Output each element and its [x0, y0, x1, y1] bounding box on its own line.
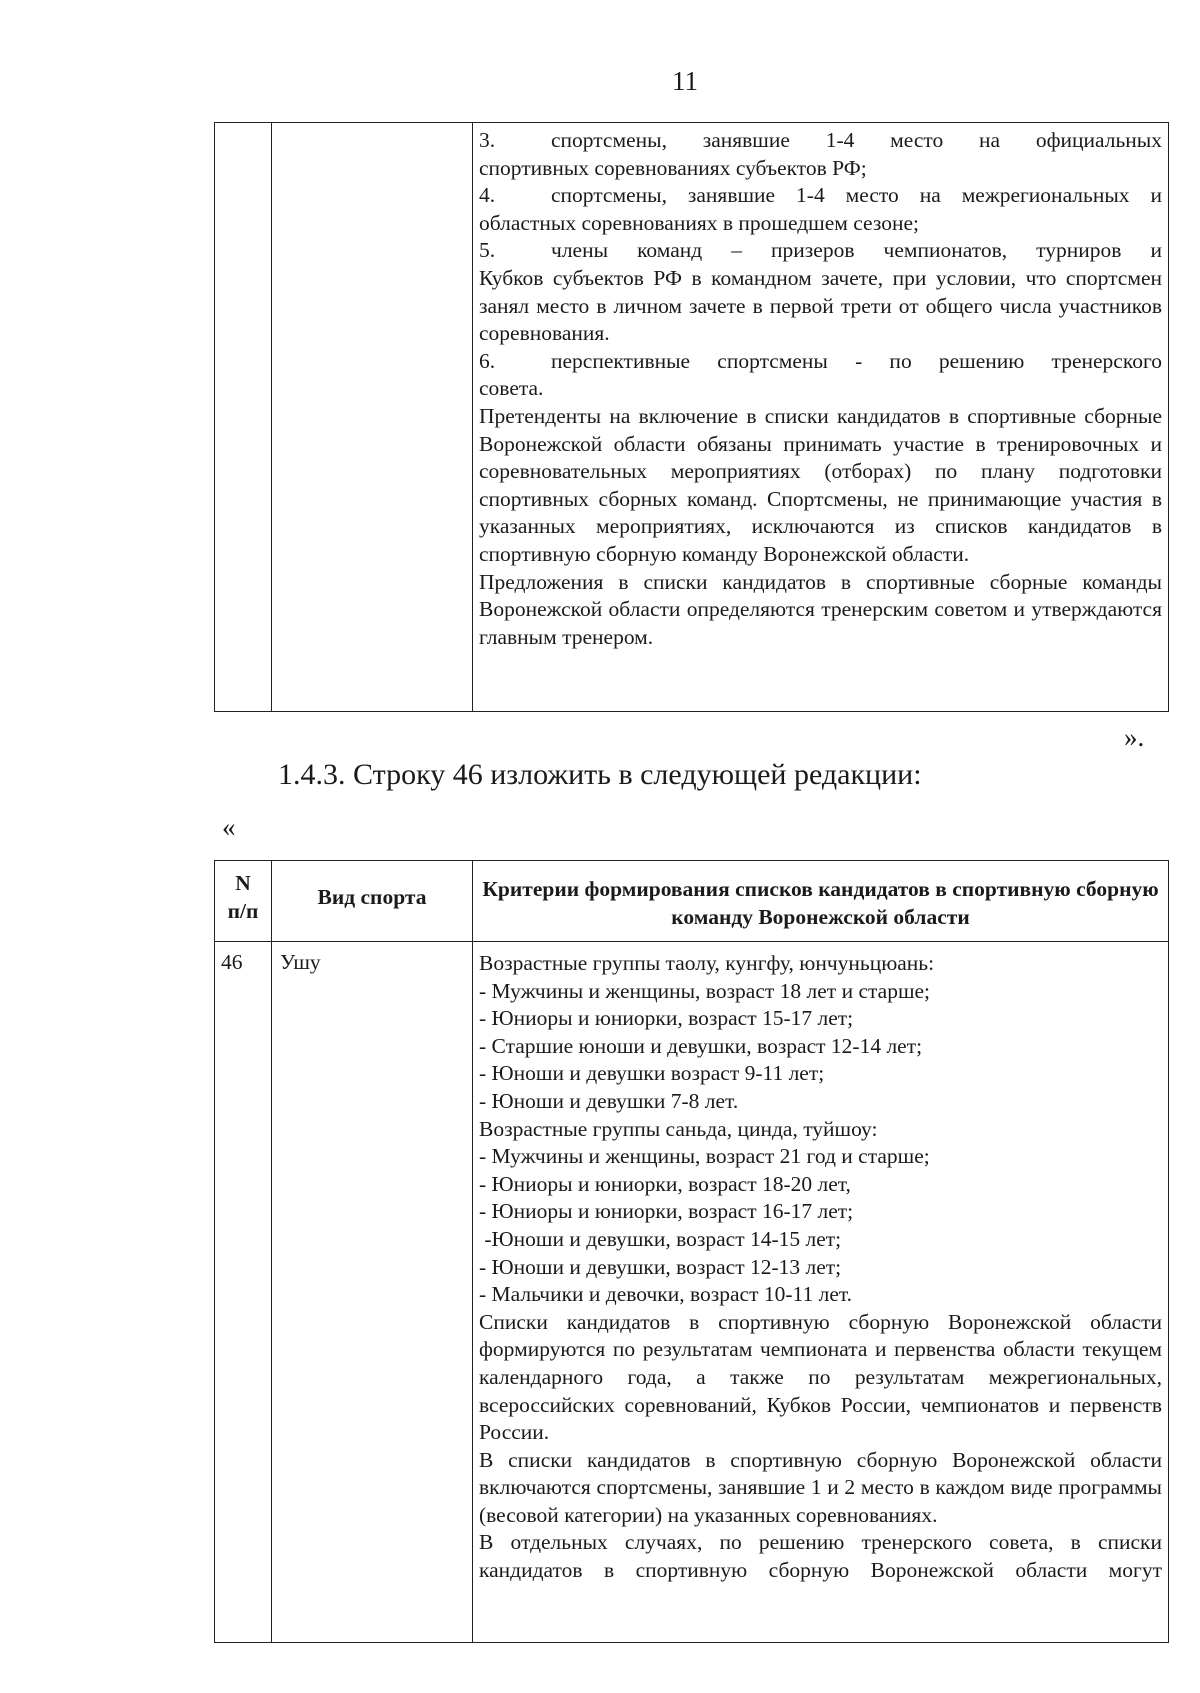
- table-row: [215, 942, 1169, 1643]
- sport-name: Ушу: [280, 950, 321, 974]
- list-item: - Юноши и девушки возраст 9-11 лет;: [479, 1061, 825, 1086]
- row-number: 46: [221, 950, 243, 974]
- list-item: - Старшие юноши и девушки, возраст 12-14 лет;: [479, 1033, 923, 1058]
- header-number-line1: N: [235, 871, 251, 895]
- list-item: - Юноши и девушки, возраст 12-13 лет;: [479, 1254, 842, 1279]
- list-item: - Юноши и девушки 7-8 лет.: [479, 1088, 739, 1113]
- header-sport: [272, 861, 473, 942]
- list-item: - Мужчины и женщины, возраст 18 лет и старше;: [479, 978, 931, 1003]
- list-item: [479, 127, 1162, 182]
- criteria-table-continued: [214, 122, 1169, 712]
- item-text: спортсмены, занявшие 1-4 место на официальных: [551, 128, 1162, 152]
- list-item: - Мужчины и женщины, возраст 21 год и старше;: [479, 1144, 930, 1169]
- list-item: [479, 237, 1162, 347]
- closing-quote: ».: [1124, 722, 1145, 752]
- paragraph-line: кандидатов в спортивную сборную Воронежской области могут: [479, 1558, 1162, 1583]
- number-cell: [215, 123, 272, 712]
- group-title: Возрастные группы таолу, кунгфу, юнчуньцюань:: [479, 951, 935, 975]
- group-title: Возрастные группы саньда, цинда, туйшоу:: [479, 1116, 878, 1141]
- item-number: 6.: [479, 348, 496, 373]
- sport-cell: [272, 123, 473, 712]
- opening-quote: «: [222, 812, 236, 842]
- section-heading: 1.4.3. Строку 46 изложить в следующей редакции:: [278, 758, 922, 791]
- paragraph: Предложения в списки кандидатов в спортивные сборные команды Воронежской области определяются тренерским советом и утверждаются главным тренером.: [479, 569, 1162, 649]
- paragraph: Претенденты на включение в списки кандидатов в спортивные сборные Воронежской области обязаны принимать участие в тренировочных и соревновательных мероприятиях (отборах) по плану подготовки спортивных сборных команд. Спортсмены, не принимающие участия в указанных мероприятиях, исключаются из списков кандидатов в спортивную сборную команду Воронежской области.: [479, 403, 1162, 566]
- header-number: [215, 861, 272, 942]
- paragraph: Списки кандидатов в спортивную сборную Воронежской области формируются по результатам чемпионата и первенства области текущем календарного года, а также по результатам межрегиональных, всероссийских соревнований, Кубков России, чемпионатов и первенств России.: [479, 1309, 1162, 1445]
- item-text: члены команд – призеров чемпионатов, турниров и: [551, 238, 1162, 263]
- paragraph-line: В отдельных случаях, по решению тренерского совета, в списки: [479, 1530, 1162, 1555]
- item-text: перспективные спортсмены - по решению тренерского: [551, 348, 1162, 373]
- item-number: 4.: [479, 183, 496, 208]
- list-item: - Юниоры и юниорки, возраст 15-17 лет;: [479, 1006, 854, 1031]
- header-number-line2: п/п: [227, 899, 259, 923]
- header-criteria: [473, 861, 1169, 942]
- paragraph: В списки кандидатов в спортивную сборную Воронежской области включаются спортсмены, занявшие 1 и 2 место в каждом виде программы (весовой категории) на указанных соревнованиях.: [479, 1447, 1162, 1527]
- row-sport-cell: [272, 942, 473, 1643]
- criteria-cell: [473, 123, 1169, 712]
- item-number: 5.: [479, 238, 496, 263]
- item-text-continued: областных соревнованиях в прошедшем сезоне;: [479, 210, 919, 235]
- list-item: [479, 182, 1162, 237]
- table-header-row: [215, 861, 1169, 942]
- item-number: 3.: [479, 128, 496, 152]
- row-number-cell: [215, 942, 272, 1643]
- list-item: - Юниоры и юниорки, возраст 16-17 лет;: [479, 1199, 854, 1224]
- list-item: - Мальчики и девочки, возраст 10-11 лет.: [479, 1282, 853, 1307]
- header-sport-label: Вид спорта: [317, 885, 427, 909]
- item-text-continued: Кубков субъектов РФ в командном зачете, при условии, что спортсмен занял место в личном зачете в первой трети от общего числа участников соревнования.: [479, 265, 1162, 346]
- row-criteria-cell: [473, 942, 1169, 1643]
- header-criteria-label: Критерии формирования списков кандидатов в спортивную сборную команду Воронежской области: [482, 877, 1159, 929]
- item-text-continued: спортивных соревнованиях субъектов РФ;: [479, 155, 867, 180]
- table-row: [215, 123, 1169, 712]
- list-item: [479, 348, 1162, 403]
- list-item: - Юниоры и юниорки, возраст 18-20 лет,: [479, 1171, 851, 1196]
- item-text-continued: совета.: [479, 376, 544, 401]
- item-text: спортсмены, занявшие 1-4 место на межрегиональных и: [551, 183, 1162, 208]
- criteria-table-row-46: [214, 860, 1169, 1643]
- page-number: 11: [672, 66, 698, 96]
- list-item: -Юноши и девушки, возраст 14-15 лет;: [479, 1226, 842, 1251]
